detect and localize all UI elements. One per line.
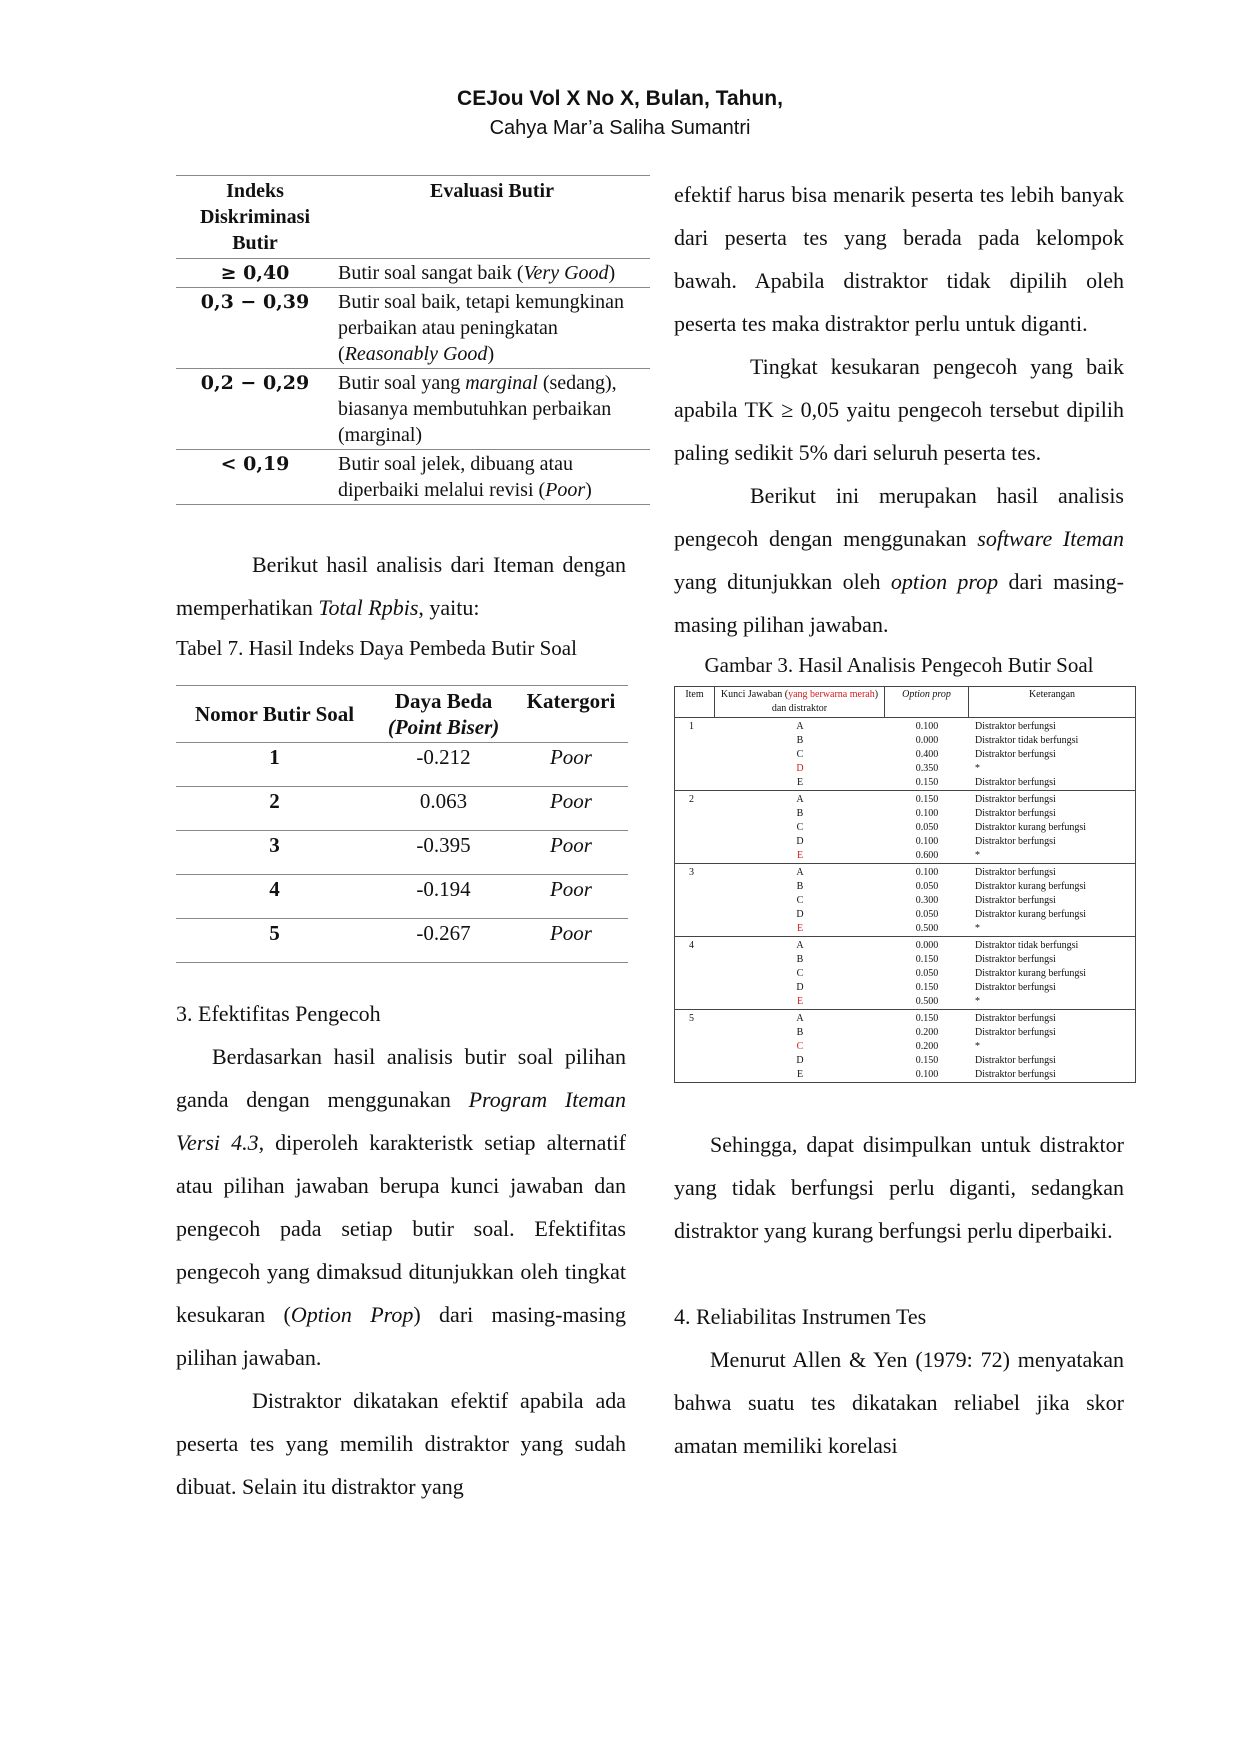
fig-option-letter: B <box>796 735 804 746</box>
table-row <box>176 743 628 787</box>
figure-header <box>675 687 1135 718</box>
fig-options <box>715 1010 885 1082</box>
criteria-row <box>176 288 650 369</box>
fig-item-number: 3 <box>689 867 694 878</box>
t7-kat: Poor <box>514 919 628 963</box>
fig-option-letter: A <box>796 794 804 805</box>
right-paragraph5: Menurut Allen & Yen (1979: 72) menyatakan bahwa suatu tes dikatakan reliabel jika skor amatan memiliki korelasi <box>674 1347 1124 1458</box>
fig-option-letter: C <box>796 895 804 906</box>
fig-option-letter: E <box>796 850 804 861</box>
right-paragraph1: efektif harus bisa menarik peserta tes lebih banyak dari peserta tes yang berada pada kelompok bawah. Apabila distraktor tidak dipilih oleh peserta tes maka distraktor perlu untuk diganti. <box>674 182 1124 336</box>
fig-option-prop: 0.100 <box>915 808 939 819</box>
right-paragraph2: Tingkat kesukaran pengecoh yang baik apabila TK ≥ 0,05 yaitu pengecoh tersebut dipilih paling sedikit 5% dari seluruh peserta tes. <box>674 354 1124 465</box>
fig-props <box>885 791 969 863</box>
criteria-eval: Butir soal baik, tetapi kemungkinan perbaikan atau peningkatan (Reasonably Good) <box>334 288 650 369</box>
criteria-index: 0,2 − 0,29 <box>176 369 334 450</box>
fig-option-ket: Distraktor kurang berfungsi <box>975 968 1087 979</box>
t7-daya: -0.194 <box>373 875 514 919</box>
fig-option-letter: A <box>796 1013 804 1024</box>
page-header <box>0 84 1240 142</box>
fig-option-prop: 0.150 <box>915 982 939 993</box>
t7-header-daya: Daya Beda (Point Biser) <box>373 686 514 743</box>
criteria-index: 0,3 − 0,39 <box>176 288 334 369</box>
t7-header-kat: Katergori <box>514 686 628 743</box>
distractor-figure <box>674 686 1136 1083</box>
t7-daya: -0.267 <box>373 919 514 963</box>
t7-daya: -0.212 <box>373 743 514 787</box>
criteria-row <box>176 450 650 505</box>
fig-option-letter: C <box>796 749 804 760</box>
fig-item-number: 1 <box>689 721 694 732</box>
fig-props <box>885 718 969 790</box>
section3-heading: 3. Efektifitas Pengecoh <box>176 1001 381 1026</box>
fig-option-ket: * <box>975 850 980 861</box>
fig-props <box>885 937 969 1009</box>
fig-option-letter: E <box>796 1069 804 1080</box>
fig-keterangan <box>969 1010 1135 1082</box>
fig-option-prop: 0.100 <box>915 836 939 847</box>
journal-title: CEJou Vol X No X, Bulan, Tahun, <box>457 87 783 110</box>
fig-option-ket: Distraktor berfungsi <box>975 1055 1056 1066</box>
criteria-index: < 0,19 <box>176 450 334 505</box>
fig-option-ket: Distraktor berfungsi <box>975 836 1056 847</box>
fig-option-ket: * <box>975 1041 980 1052</box>
t7-no: 4 <box>176 875 373 919</box>
fig-option-prop: 0.100 <box>915 1069 939 1080</box>
fig-option-letter: D <box>796 763 804 774</box>
fig-header-option: Option prop <box>885 687 969 717</box>
fig-keterangan <box>969 937 1135 1009</box>
fig-option-ket: Distraktor berfungsi <box>975 867 1056 878</box>
fig-options <box>715 937 885 1009</box>
right-paragraph4: Sehingga, dapat disimpulkan untuk distraktor yang tidak berfungsi perlu diganti, sedangkan distraktor yang kurang berfungsi perlu diperbaiki. <box>674 1132 1124 1243</box>
fig-props <box>885 864 969 936</box>
fig-option-prop: 0.100 <box>915 721 939 732</box>
fig-option-ket: Distraktor tidak berfungsi <box>975 735 1079 746</box>
fig-option-ket: Distraktor berfungsi <box>975 749 1056 760</box>
t7-kat: Poor <box>514 831 628 875</box>
fig-props <box>885 1010 969 1082</box>
fig-option-prop: 0.000 <box>915 735 939 746</box>
criteria-row <box>176 259 650 288</box>
t7-daya: -0.395 <box>373 831 514 875</box>
t7-header-no: Nomor Butir Soal <box>176 686 373 743</box>
fig-option-prop: 0.150 <box>915 1013 939 1024</box>
criteria-header-eval: Evaluasi Butir <box>334 176 650 259</box>
fig-option-ket: Distraktor berfungsi <box>975 895 1056 906</box>
right-paragraph3: Berikut ini merupakan hasil analisis pengecoh dengan menggunakan software Iteman yang ditunjukkan oleh option prop dari masing-masing pilihan jawaban. <box>674 483 1125 637</box>
t7-no: 2 <box>176 787 373 831</box>
fig-option-ket: Distraktor kurang berfungsi <box>975 909 1087 920</box>
fig-option-ket: Distraktor berfungsi <box>975 808 1056 819</box>
table-row <box>176 875 628 919</box>
criteria-index: ≥ 0,40 <box>176 259 334 288</box>
fig-option-letter: E <box>796 777 804 788</box>
fig-option-letter: C <box>796 822 804 833</box>
fig-option-letter: A <box>796 721 804 732</box>
criteria-table <box>176 175 650 505</box>
fig-option-prop: 0.150 <box>915 954 939 965</box>
fig-option-ket: Distraktor tidak berfungsi <box>975 940 1079 951</box>
fig-option-letter: A <box>796 940 804 951</box>
criteria-row <box>176 369 650 450</box>
fig-item-number: 4 <box>689 940 694 951</box>
fig-header-ket: Keterangan <box>1028 689 1076 700</box>
figure-caption: Gambar 3. Hasil Analisis Pengecoh Butir Soal <box>704 653 1094 677</box>
fig-option-letter: E <box>796 996 804 1007</box>
fig-option-prop: 0.350 <box>915 763 939 774</box>
fig-header-kunci: Kunci Jawaban (yang berwarna merah) dan distraktor <box>715 687 885 717</box>
t7-no: 5 <box>176 919 373 963</box>
author-name: Cahya Mar’a Saliha Sumantri <box>489 117 751 139</box>
fig-options <box>715 864 885 936</box>
figure-item-block <box>675 718 1135 791</box>
fig-item-number: 5 <box>689 1013 694 1024</box>
fig-option-prop: 0.100 <box>915 867 939 878</box>
discrimination-table <box>176 685 628 963</box>
fig-option-prop: 0.500 <box>915 996 939 1007</box>
fig-option-letter: D <box>796 1055 804 1066</box>
table-row <box>176 787 628 831</box>
fig-option-ket: Distraktor berfungsi <box>975 777 1056 788</box>
fig-option-prop: 0.400 <box>915 749 939 760</box>
figure-body <box>675 718 1135 1082</box>
fig-option-letter: B <box>796 1027 804 1038</box>
fig-option-letter: D <box>796 909 804 920</box>
criteria-eval: Butir soal yang marginal (sedang), biasanya membutuhkan perbaikan (marginal) <box>334 369 650 450</box>
fig-option-letter: A <box>796 867 804 878</box>
fig-option-prop: 0.050 <box>915 881 939 892</box>
fig-header-item: Item <box>675 687 715 717</box>
fig-option-ket: * <box>975 923 980 934</box>
criteria-eval: Butir soal sangat baik (Very Good) <box>334 259 650 288</box>
fig-option-prop: 0.500 <box>915 923 939 934</box>
fig-option-ket: Distraktor berfungsi <box>975 1027 1056 1038</box>
fig-option-letter: B <box>796 881 804 892</box>
figure-item-block <box>675 864 1135 937</box>
t7-no: 1 <box>176 743 373 787</box>
fig-option-letter: B <box>796 954 804 965</box>
fig-option-ket: Distraktor berfungsi <box>975 794 1056 805</box>
fig-option-prop: 0.000 <box>915 940 939 951</box>
fig-option-letter: C <box>796 968 804 979</box>
fig-option-prop: 0.150 <box>915 1055 939 1066</box>
fig-item-number: 2 <box>689 794 694 805</box>
fig-option-ket: Distraktor berfungsi <box>975 721 1056 732</box>
t7-no: 3 <box>176 831 373 875</box>
fig-option-ket: * <box>975 763 980 774</box>
fig-option-ket: Distraktor berfungsi <box>975 1013 1056 1024</box>
table-row <box>176 831 628 875</box>
table7-caption: Tabel 7. Hasil Indeks Daya Pembeda Butir Soal <box>176 636 577 660</box>
figure-item-block <box>675 791 1135 864</box>
left-column <box>176 175 626 1508</box>
fig-option-prop: 0.300 <box>915 895 939 906</box>
table-row <box>176 919 628 963</box>
t7-daya: 0.063 <box>373 787 514 831</box>
figure-item-block <box>675 1010 1135 1082</box>
fig-option-prop: 0.150 <box>915 794 939 805</box>
figure-item-block <box>675 937 1135 1010</box>
fig-keterangan <box>969 718 1135 790</box>
fig-option-prop: 0.050 <box>915 968 939 979</box>
right-column <box>674 173 1124 1467</box>
fig-keterangan <box>969 864 1135 936</box>
fig-option-ket: Distraktor berfungsi <box>975 1069 1056 1080</box>
fig-option-prop: 0.050 <box>915 822 939 833</box>
fig-option-ket: Distraktor kurang berfungsi <box>975 881 1087 892</box>
fig-option-ket: Distraktor berfungsi <box>975 982 1056 993</box>
intro-paragraph: Berikut hasil analisis dari Iteman dengan memperhatikan Total Rpbis, yaitu: <box>176 552 626 620</box>
fig-option-letter: D <box>796 836 804 847</box>
fig-option-prop: 0.200 <box>915 1041 939 1052</box>
fig-option-prop: 0.600 <box>915 850 939 861</box>
section3-paragraph2: Distraktor dikatakan efektif apabila ada peserta tes yang memilih distraktor yang sudah dibuat. Selain itu distraktor yang <box>176 1388 626 1499</box>
t7-kat: Poor <box>514 875 628 919</box>
fig-option-ket: Distraktor kurang berfungsi <box>975 822 1087 833</box>
criteria-eval: Butir soal jelek, dibuang atau diperbaiki melalui revisi (Poor) <box>334 450 650 505</box>
fig-keterangan <box>969 791 1135 863</box>
fig-option-prop: 0.150 <box>915 777 939 788</box>
fig-option-letter: B <box>796 808 804 819</box>
criteria-header-index: Indeks Diskriminasi Butir <box>176 176 334 259</box>
fig-option-prop: 0.200 <box>915 1027 939 1038</box>
fig-options <box>715 718 885 790</box>
fig-options <box>715 791 885 863</box>
section3-paragraph1: Berdasarkan hasil analisis butir soal pilihan ganda dengan menggunakan Program Iteman Versi 4.3, diperoleh karakteristk setiap alternatif atau pilihan jawaban berupa kunci jawaban dan pengecoh pada setiap butir soal. Efektifitas pengecoh yang dimaksud ditunjukkan oleh tingkat kesukaran (Option Prop) dari masing-masing pilihan jawaban. <box>176 1044 627 1370</box>
fig-option-letter: D <box>796 982 804 993</box>
section4-heading: 4. Reliabilitas Instrumen Tes <box>674 1304 927 1329</box>
t7-kat: Poor <box>514 787 628 831</box>
fig-option-ket: Distraktor berfungsi <box>975 954 1056 965</box>
fig-option-letter: E <box>796 923 804 934</box>
fig-option-ket: * <box>975 996 980 1007</box>
fig-option-letter: C <box>796 1041 804 1052</box>
fig-option-prop: 0.050 <box>915 909 939 920</box>
t7-kat: Poor <box>514 743 628 787</box>
